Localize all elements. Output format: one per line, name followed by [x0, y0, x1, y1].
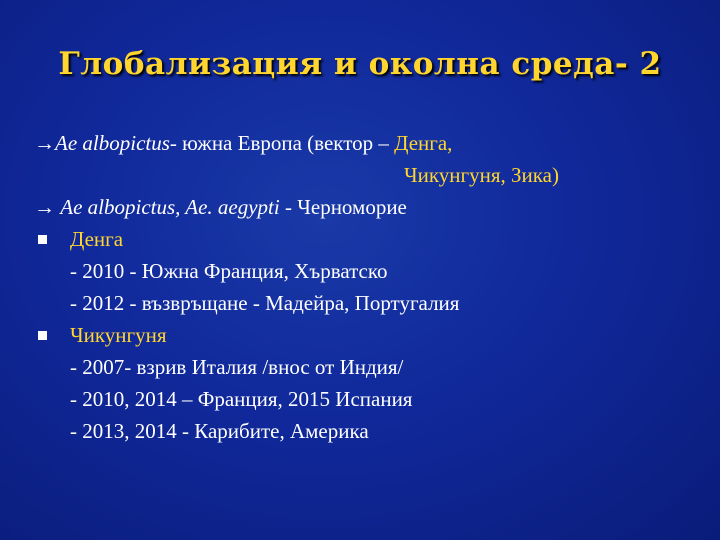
- vector-line-1: [34, 127, 694, 159]
- list-item-text: - 2013, 2014 - Карибите, Америка: [70, 419, 369, 443]
- list-item-text: - 2010, 2014 – Франция, 2015 Испания: [70, 387, 413, 411]
- vector-line-text: - Черноморие: [279, 195, 407, 219]
- species-name: Ae albopictus-: [55, 131, 177, 155]
- list-item-text: - 2010 - Южна Франция, Хърватско: [70, 259, 388, 283]
- arrow-icon: →: [34, 195, 61, 219]
- list-item: [34, 351, 694, 383]
- list-item: [34, 383, 694, 415]
- bullet-heading: Чикунгуня: [70, 323, 167, 347]
- square-bullet-icon: [38, 331, 47, 340]
- disease-highlight: Денга,: [394, 131, 453, 155]
- disease-highlight-continuation: Чикунгуня, Зика): [404, 163, 559, 187]
- bullet-dengue: [34, 223, 694, 255]
- list-item: [34, 415, 694, 447]
- list-item-text: - 2012 - възвръщане - Мадейра, Португалия: [70, 291, 460, 315]
- list-item-text: - 2007- взрив Италия /внос от Индия/: [70, 355, 404, 379]
- slide-body: [34, 127, 694, 447]
- vector-line-1-continuation: [34, 159, 694, 191]
- vector-line-text: южна Европа (вектор –: [182, 131, 395, 155]
- bullet-heading: Денга: [70, 227, 124, 251]
- list-item: [34, 287, 694, 319]
- list-item: [34, 255, 694, 287]
- slide-title: Глобализация и околна среда- 2: [58, 46, 662, 82]
- square-bullet-icon: [38, 235, 47, 244]
- species-names: Ae albopictus, Ae. aegypti: [60, 195, 280, 219]
- vector-line-2: [34, 191, 694, 223]
- bullet-chikungunya: [34, 319, 694, 351]
- arrow-icon: →: [34, 131, 55, 155]
